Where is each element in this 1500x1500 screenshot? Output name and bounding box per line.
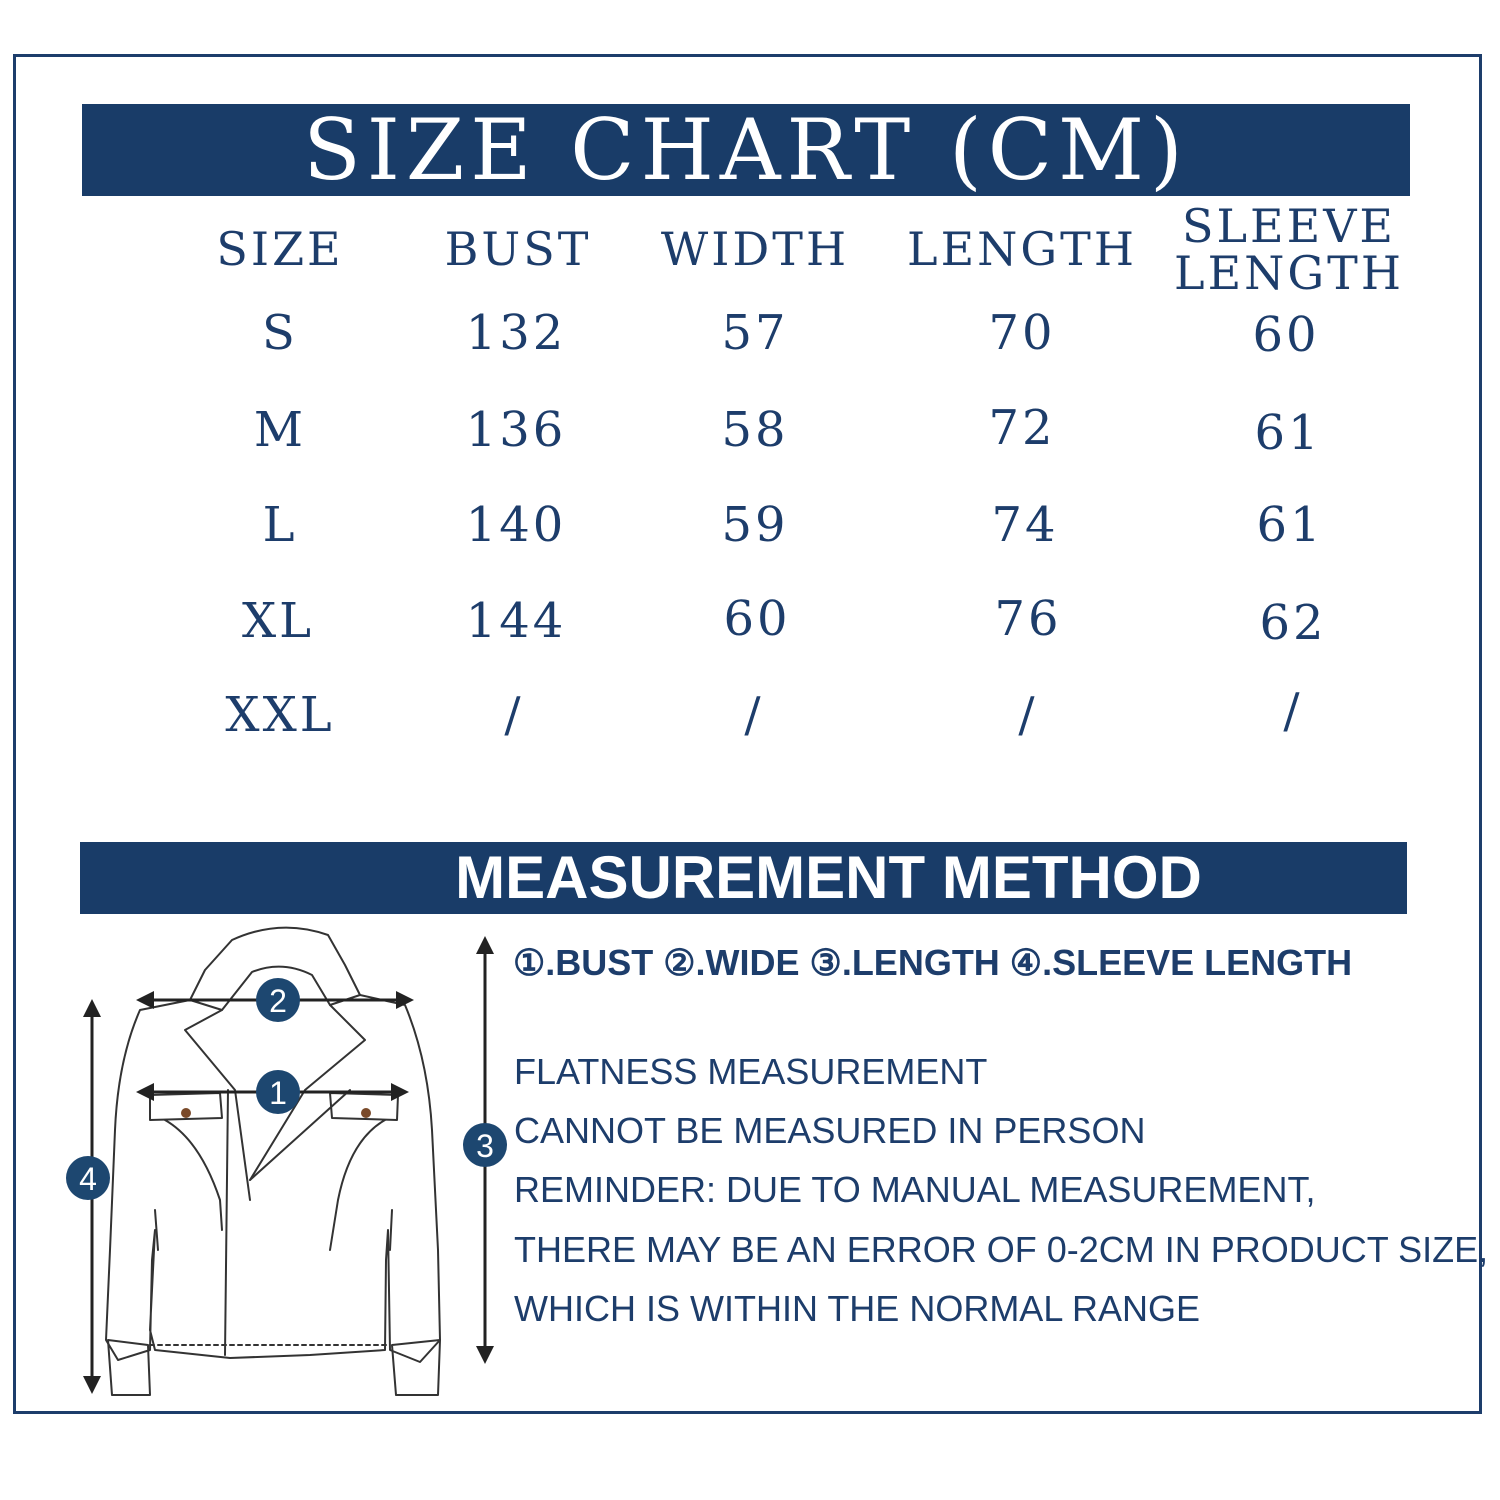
note-flatness: FLATNESS MEASUREMENT bbox=[514, 1051, 988, 1092]
svg-text:3: 3 bbox=[476, 1128, 494, 1164]
row-xl-length: 76 bbox=[994, 591, 1062, 647]
header-size: SIZE bbox=[216, 222, 344, 276]
note-not-in-person: CANNOT BE MEASURED IN PERSON bbox=[514, 1110, 1146, 1151]
svg-text:2: 2 bbox=[269, 983, 287, 1019]
size-chart-title: SIZE CHART (CM) bbox=[303, 101, 1189, 199]
row-xxl-bust: / bbox=[504, 687, 524, 743]
svg-text:4: 4 bbox=[79, 1161, 97, 1197]
row-m-size: M bbox=[253, 402, 307, 458]
row-l-length: 74 bbox=[991, 497, 1059, 553]
measurement-title: MEASUREMENT METHOD bbox=[455, 844, 1202, 911]
header-width: WIDTH bbox=[660, 222, 850, 276]
row-l-size: L bbox=[262, 497, 298, 553]
row-xxl-size: XXL bbox=[225, 687, 335, 743]
row-xxl-length: / bbox=[1018, 687, 1038, 743]
row-s-length: 70 bbox=[988, 305, 1056, 361]
row-m-length: 72 bbox=[988, 400, 1056, 456]
row-xl-bust: 144 bbox=[465, 593, 567, 649]
row-m-bust: 136 bbox=[465, 402, 567, 458]
row-s-sleeve: 60 bbox=[1252, 307, 1320, 363]
marker-3 bbox=[463, 1123, 507, 1167]
row-l-bust: 140 bbox=[465, 497, 567, 553]
row-s-bust: 132 bbox=[465, 305, 567, 361]
row-s-width: 57 bbox=[721, 305, 789, 361]
row-s-size: S bbox=[262, 305, 298, 361]
note-reminder: REMINDER: DUE TO MANUAL MEASUREMENT, bbox=[514, 1169, 1316, 1210]
row-xxl-sleeve: / bbox=[1283, 683, 1303, 739]
row-m-width: 58 bbox=[721, 402, 789, 458]
measurement-legend: ①.BUST ②.WIDE ③.LENGTH ④.SLEEVE LENGTH bbox=[513, 942, 1353, 983]
size-chart-banner bbox=[82, 101, 1410, 199]
marker-1 bbox=[256, 1070, 300, 1114]
header-sleeve-length: LENGTH bbox=[1174, 246, 1404, 300]
measurement-banner bbox=[80, 842, 1407, 914]
note-error-range: THERE MAY BE AN ERROR OF 0-2CM IN PRODUCT SIZE, bbox=[514, 1229, 1489, 1270]
header-bust: BUST bbox=[444, 222, 592, 276]
row-l-width: 59 bbox=[721, 497, 789, 553]
row-xxl-width: / bbox=[744, 687, 764, 743]
header-length: LENGTH bbox=[907, 222, 1137, 276]
svg-text:1: 1 bbox=[269, 1075, 287, 1111]
row-xl-size: XL bbox=[241, 593, 315, 649]
marker-2 bbox=[256, 978, 300, 1022]
jacket-illustration bbox=[50, 915, 510, 1405]
row-xl-width: 60 bbox=[723, 591, 791, 647]
note-normal-range: WHICH IS WITHIN THE NORMAL RANGE bbox=[514, 1288, 1201, 1329]
row-xl-sleeve: 62 bbox=[1259, 595, 1327, 651]
header-sleeve: SLEEVE bbox=[1181, 199, 1397, 253]
marker-4 bbox=[66, 1156, 110, 1200]
row-m-sleeve: 61 bbox=[1254, 405, 1322, 461]
row-l-sleeve: 61 bbox=[1256, 497, 1324, 553]
